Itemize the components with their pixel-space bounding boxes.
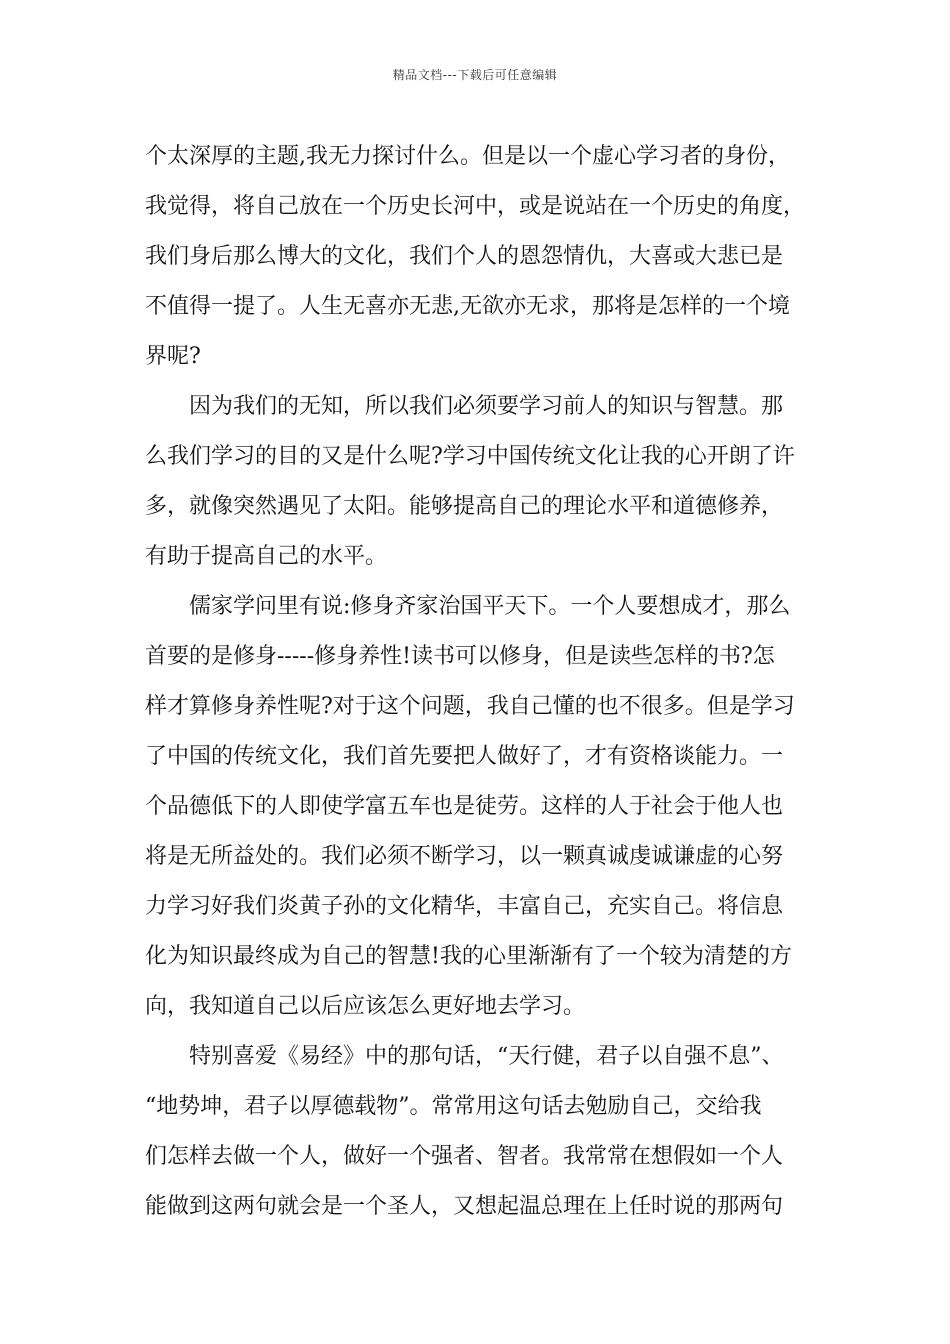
document-body [145,132,810,1232]
text-line: 不值得一提了。人生无喜亦无悲,无欲亦无求，那将是怎样的一个境 [145,294,790,319]
text-line: 我们身后那么博大的文化，我们个人的恩怨情仇，大喜或大悲已是 [145,244,784,269]
text-line: 因为我们的无知，所以我们必须要学习前人的知识与智慧。那 [189,394,784,419]
text-line: 力学习好我们炎黄子孙的文化精华，丰富自己，充实自己。将信息 [145,894,784,919]
text-line: 化为知识最终成为自己的智慧!我的心里渐渐有了一个较为清楚的方 [145,944,792,969]
text-line: 首要的是修身-----修身养性!读书可以修身，但是读些怎样的书?怎 [145,644,775,669]
text-line: 我觉得，将自己放在一个历史长河中，或是说站在一个历史的角度， [145,194,806,219]
text-line: 样才算修身养性呢?对于这个问题，我自己懂的也不很多。但是学习 [145,694,795,719]
text-line: 们怎样去做一个人，做好一个强者、智者。我常常在想假如一个人 [145,1144,784,1169]
text-line: 将是无所益处的。我们必须不断学习，以一颗真诚虔诚谦虚的心努 [145,844,784,869]
text-line: 界呢? [145,344,201,369]
text-line: 多，就像突然遇见了太阳。能够提高自己的理论水平和道德修养， [145,494,784,519]
page-header: 精品文档---下载后可任意编辑 [392,68,558,82]
text-line: 有助于提高自己的水平。 [145,544,388,569]
text-line: 特别喜爱《易经》中的那句话，“天行健，君子以自强不息”、 [189,1044,784,1069]
text-line: 了中国的传统文化，我们首先要把人做好了，才有资格谈能力。一 [145,744,784,769]
text-line: 个太深厚的主题,我无力探讨什么。但是以一个虚心学习者的身份， [145,144,790,169]
text-line: 向，我知道自己以后应该怎么更好地去学习。 [145,994,586,1019]
text-line: 儒家学问里有说:修身齐家治国平天下。一个人要想成才，那么 [189,594,791,619]
text-line: 能做到这两句就会是一个圣人，又想起温总理在上任时说的那两句 [145,1194,784,1219]
text-line: 个品德低下的人即使学富五车也是徒劳。这样的人于社会于他人也 [145,794,784,819]
text-line: “地势坤，君子以厚德载物”。常常用这句话去勉励自己，交给我 [145,1094,762,1119]
text-line: 么我们学习的目的又是什么呢?学习中国传统文化让我的心开朗了许 [145,444,795,469]
